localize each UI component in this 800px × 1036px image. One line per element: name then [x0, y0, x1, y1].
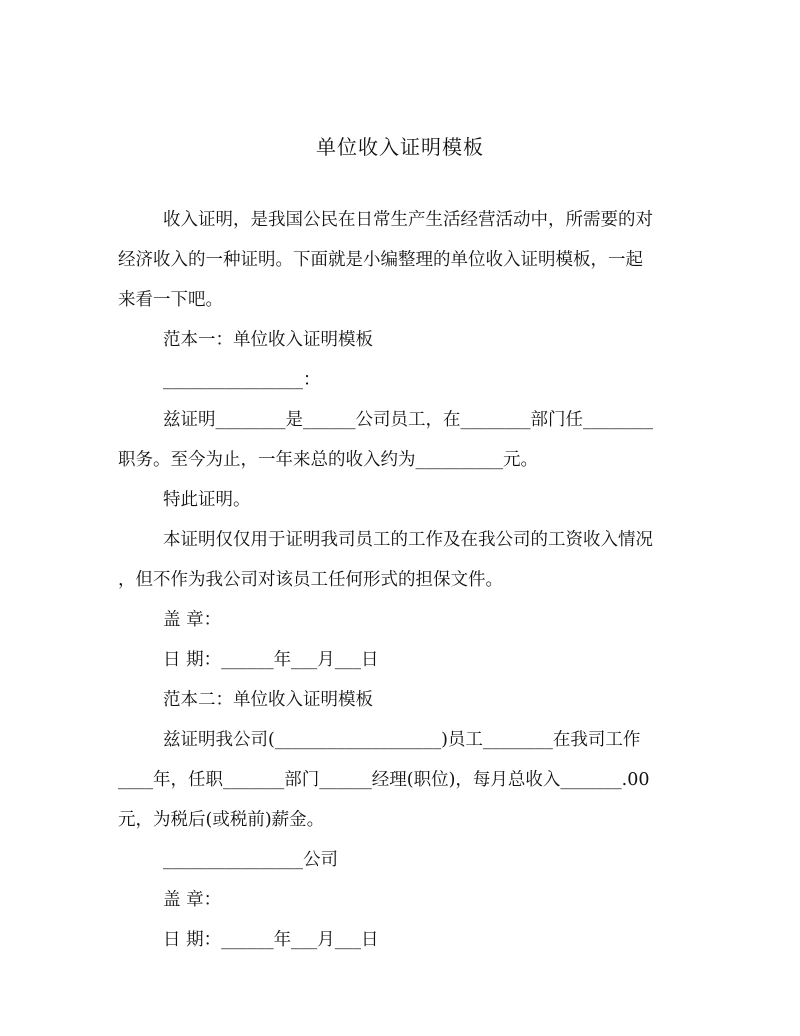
document-title: 单位收入证明模板 — [316, 135, 484, 159]
intro-line-1: 收入证明，是我国公民在日常生产生活经营活动中，所需要的对 — [163, 210, 653, 230]
seal-label-1: 盖 章： — [163, 610, 222, 630]
date-line-1: 日 期：______年___月___日 — [163, 650, 379, 670]
intro-line-3: 来看一下吧。 — [118, 290, 223, 310]
certify-line-1: 兹证明________是______公司员工，在________部门任________ — [163, 410, 653, 430]
special-certify: 特此证明。 — [163, 490, 251, 510]
company-blank: ________________公司 — [163, 850, 338, 870]
template-two-line-1: 兹证明我公司(___________________)员工________在我司工作 — [163, 730, 641, 750]
template-two-line-3: 元，为税后(或税前)薪金。 — [118, 810, 325, 830]
disclaimer-line-1: 本证明仅仅用于证明我司员工的工作及在我公司的工资收入情况 — [163, 530, 653, 550]
certify-line-2: 职务。至今为止，一年来总的收入约为__________元。 — [118, 450, 538, 470]
date-line-2: 日 期：______年___月___日 — [163, 930, 379, 950]
template-one-heading: 范本一：单位收入证明模板 — [163, 330, 373, 350]
disclaimer-line-2: ，但不作为我公司对该员工任何形式的担保文件。 — [118, 570, 503, 590]
seal-label-2: 盖 章： — [163, 890, 222, 910]
template-two-line-2: ____年，任职_______部门______经理(职位)，每月总收入_______.00 — [118, 770, 650, 790]
recipient-blank: ________________： — [163, 370, 321, 390]
template-two-heading: 范本二：单位收入证明模板 — [163, 690, 373, 710]
intro-line-2: 经济收入的一种证明。下面就是小编整理的单位收入证明模板，一起 — [118, 250, 643, 270]
